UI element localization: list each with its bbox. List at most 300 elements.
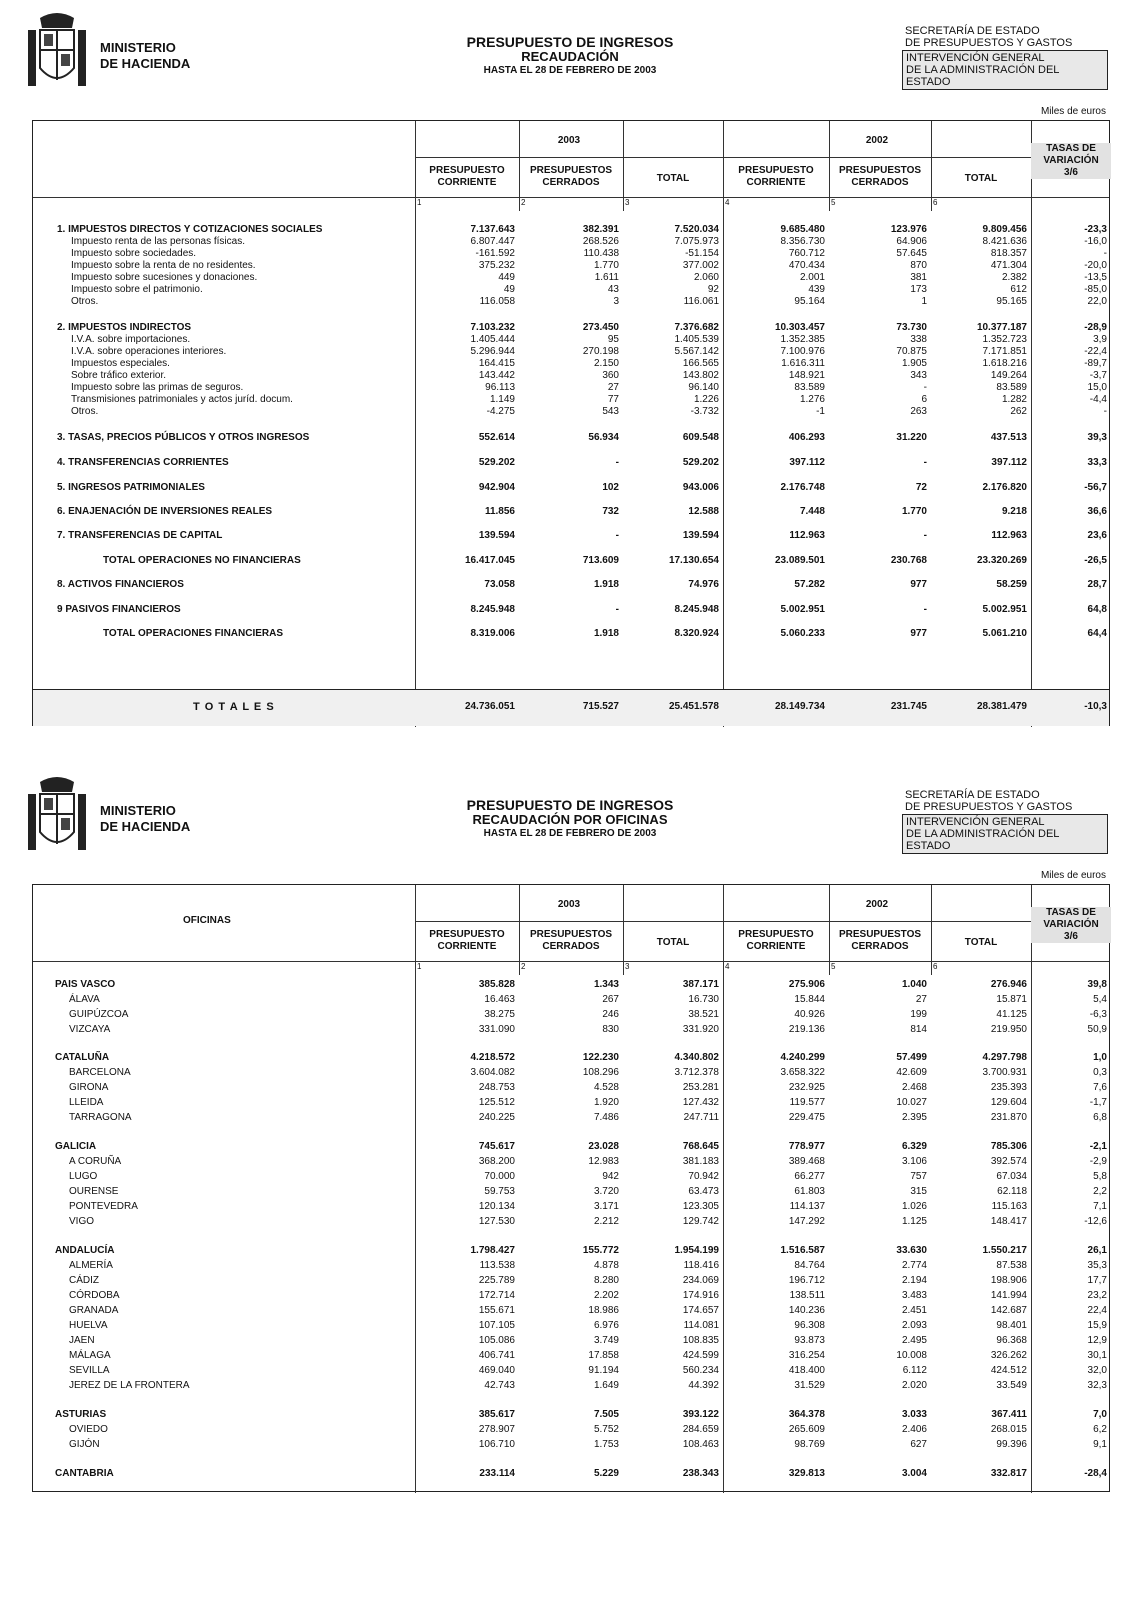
- row-value: 15.844: [794, 994, 825, 1005]
- secretaria: SECRETARÍA DE ESTADO DE PRESUPUESTOS Y GASTOS: [905, 789, 1073, 813]
- row-value: 267: [602, 994, 619, 1005]
- row-value: 7.486: [593, 1112, 619, 1123]
- row-value: 4.218.572: [470, 1052, 515, 1063]
- row-value: 263: [910, 406, 927, 417]
- tasas-header-line: TASAS DE: [1046, 907, 1096, 918]
- row-value: 7.448: [799, 506, 825, 517]
- row-value: 543: [602, 406, 619, 417]
- row-value: 406.293: [788, 432, 825, 443]
- row-value: -: [615, 530, 619, 541]
- row-value: 814: [910, 1024, 927, 1035]
- row-value: 64,8: [1087, 604, 1107, 615]
- row-value: 240.225: [478, 1112, 515, 1123]
- row-value: 12.588: [688, 506, 719, 517]
- row-value: 96.308: [794, 1320, 825, 1331]
- column-header: [931, 937, 1031, 949]
- row-value: 148.417: [990, 1216, 1027, 1227]
- row-value: 469.040: [478, 1365, 515, 1376]
- oficinas-header: OFICINAS: [183, 915, 231, 926]
- row-value: 768.645: [682, 1141, 719, 1152]
- table-row: [33, 1216, 1109, 1228]
- row-value: 4.240.299: [780, 1052, 825, 1063]
- row-value: 1.026: [901, 1201, 927, 1212]
- column-header-line: PRESUPUESTOS: [529, 165, 613, 176]
- row-value: 387.171: [682, 979, 719, 990]
- row-value: 230.768: [890, 555, 927, 566]
- row-label: A CORUÑA: [69, 1156, 122, 1167]
- table-row: [33, 1380, 1109, 1392]
- row-value: -: [923, 604, 927, 615]
- row-value: 9.218: [1001, 506, 1027, 517]
- row-value: -23,3: [1084, 224, 1107, 235]
- row-value: 364.378: [788, 1409, 825, 1420]
- row-value: 64.906: [896, 236, 927, 247]
- row-value: 2.202: [593, 1290, 619, 1301]
- row-value: 1.954.199: [674, 1245, 719, 1256]
- row-label: 4. TRANSFERENCIAS CORRIENTES: [57, 457, 229, 468]
- row-value: 15.871: [996, 994, 1027, 1005]
- row-value: 172.714: [478, 1290, 515, 1301]
- column-header: [519, 165, 623, 189]
- column-header-line: TOTAL: [964, 173, 998, 184]
- table-row: [33, 1067, 1109, 1079]
- column-header: [415, 165, 519, 189]
- row-value: 745.617: [478, 1141, 515, 1152]
- row-value: 99.396: [996, 1439, 1027, 1450]
- row-value: 8.245.948: [470, 604, 515, 615]
- row-value: 1.149: [489, 394, 515, 405]
- row-value: 977: [910, 579, 927, 590]
- table-row: [33, 506, 1109, 518]
- row-value: 6.329: [901, 1141, 927, 1152]
- table-row: [33, 296, 1109, 308]
- row-value: 377.002: [682, 260, 719, 271]
- row-value: 143.442: [478, 370, 515, 381]
- coat-of-arms-icon: [24, 774, 90, 854]
- row-value: 3.483: [901, 1290, 927, 1301]
- row-value: 106.710: [478, 1439, 515, 1450]
- row-value: 140.236: [788, 1305, 825, 1316]
- row-value: -: [923, 530, 927, 541]
- row-value: -: [615, 457, 619, 468]
- row-value: 6,8: [1093, 1112, 1107, 1123]
- row-value: -1,7: [1089, 1097, 1107, 1108]
- row-label: TARRAGONA: [69, 1112, 132, 1123]
- row-value: -1: [816, 406, 825, 417]
- row-value: 95.165: [996, 296, 1027, 307]
- row-value: 149.264: [990, 370, 1027, 381]
- row-label: ÁLAVA: [69, 994, 100, 1005]
- row-value: 2.451: [901, 1305, 927, 1316]
- row-value: 331.920: [682, 1024, 719, 1035]
- row-value: 22,4: [1087, 1305, 1107, 1316]
- row-label: Impuesto sobre las primas de seguros.: [71, 382, 244, 393]
- row-label: ASTURIAS: [55, 1409, 107, 1420]
- row-value: 143.802: [682, 370, 719, 381]
- row-value: 437.513: [990, 432, 1027, 443]
- row-value: 2.406: [901, 1424, 927, 1435]
- table-row: [33, 482, 1109, 494]
- row-value: 2.020: [901, 1380, 927, 1391]
- totals-value: 28.381.479: [976, 701, 1027, 712]
- row-value: 10.303.457: [774, 322, 825, 333]
- row-value: 381.183: [682, 1156, 719, 1167]
- table-row: [33, 284, 1109, 296]
- row-value: 3.720: [593, 1186, 619, 1197]
- row-value: 6,2: [1093, 1424, 1107, 1435]
- table-row: [33, 1305, 1109, 1317]
- row-value: 5,8: [1093, 1171, 1107, 1182]
- totals-value: 25.451.578: [668, 701, 719, 712]
- row-value: 98.769: [794, 1439, 825, 1450]
- row-value: 5.752: [593, 1424, 619, 1435]
- row-value: 552.614: [478, 432, 515, 443]
- row-value: 977: [910, 628, 927, 639]
- row-value: 108.835: [682, 1335, 719, 1346]
- row-label: CÁDIZ: [69, 1275, 99, 1286]
- row-value: 5,4: [1093, 994, 1107, 1005]
- row-value: 2.212: [593, 1216, 619, 1227]
- row-value: 72: [915, 482, 927, 493]
- row-value: 3.749: [593, 1335, 619, 1346]
- row-value: 6.807.447: [470, 236, 515, 247]
- row-label: Transmisiones patrimoniales y actos juríd. docum.: [71, 394, 293, 405]
- column-number: 5: [831, 962, 836, 971]
- table-row: [33, 1350, 1109, 1362]
- row-value: 7.137.643: [470, 224, 515, 235]
- row-label: MÁLAGA: [69, 1350, 111, 1361]
- row-value: 262: [1010, 406, 1027, 417]
- row-value: 6.976: [593, 1320, 619, 1331]
- row-value: 40.926: [794, 1009, 825, 1020]
- row-value: 830: [602, 1024, 619, 1035]
- row-value: 5.060.233: [780, 628, 825, 639]
- row-value: 2.395: [901, 1112, 927, 1123]
- row-value: -12,6: [1084, 1216, 1107, 1227]
- table-row: [33, 406, 1109, 418]
- totals-value: 24.736.051: [464, 701, 515, 712]
- row-value: 225.789: [478, 1275, 515, 1286]
- row-value: -3,7: [1089, 370, 1107, 381]
- column-header-line: PRESUPUESTO: [429, 929, 505, 940]
- row-value: 1.226: [693, 394, 719, 405]
- row-value: 139.594: [478, 530, 515, 541]
- row-value: 62.118: [997, 1186, 1027, 1197]
- row-value: 943.006: [682, 482, 719, 493]
- column-number: 3: [625, 198, 630, 207]
- table-row: [33, 1097, 1109, 1109]
- row-value: 58.259: [996, 579, 1027, 590]
- row-value: 198.906: [990, 1275, 1027, 1286]
- row-value: 424.512: [990, 1365, 1027, 1376]
- row-value: 16.417.045: [464, 555, 515, 566]
- column-header-line: TOTAL: [964, 937, 998, 948]
- row-value: 39,3: [1087, 432, 1107, 443]
- row-value: -: [923, 457, 927, 468]
- table-row: [33, 1201, 1109, 1213]
- row-value: 12.983: [588, 1156, 619, 1167]
- row-label: VIZCAYA: [69, 1024, 111, 1035]
- row-value: 1.282: [1001, 394, 1027, 405]
- row-label: Impuesto renta de las personas físicas.: [71, 236, 245, 247]
- header-bottom: [33, 197, 1109, 198]
- table-row: [33, 1052, 1109, 1064]
- row-value: 33.549: [996, 1380, 1027, 1391]
- row-value: 123.305: [682, 1201, 719, 1212]
- column-number: 4: [725, 962, 730, 971]
- table-row: [33, 224, 1109, 236]
- row-label: 7. TRANSFERENCIAS DE CAPITAL: [57, 530, 223, 541]
- row-value: 38.521: [688, 1009, 719, 1020]
- row-value: 15,0: [1087, 382, 1107, 393]
- row-value: 32,0: [1087, 1365, 1107, 1376]
- row-value: 273.450: [582, 322, 619, 333]
- row-value: 248.753: [478, 1082, 515, 1093]
- row-value: 381: [910, 272, 927, 283]
- row-label: I.V.A. sobre operaciones interiores.: [71, 346, 227, 357]
- row-value: 375.232: [478, 260, 515, 271]
- row-value: 3.700.931: [982, 1067, 1027, 1078]
- column-header: [623, 173, 723, 185]
- row-value: 12,9: [1087, 1335, 1107, 1346]
- row-value: 6.112: [902, 1365, 927, 1376]
- row-value: 3.658.322: [780, 1067, 825, 1078]
- row-value: 16.730: [688, 994, 719, 1005]
- row-value: 196.712: [788, 1275, 825, 1286]
- row-value: 84.764: [794, 1260, 825, 1271]
- row-value: 73.058: [484, 579, 515, 590]
- row-value: 275.906: [788, 979, 825, 990]
- row-value: 6: [921, 394, 927, 405]
- totals-value: 231.745: [890, 701, 927, 712]
- row-value: 23.028: [588, 1141, 619, 1152]
- row-value: 1.516.587: [780, 1245, 825, 1256]
- row-value: 627: [910, 1439, 927, 1450]
- row-value: 449: [498, 272, 515, 283]
- column-header: [519, 929, 623, 953]
- row-value: 174.916: [682, 1290, 719, 1301]
- row-value: 119.577: [789, 1097, 825, 1108]
- row-value: 331.090: [478, 1024, 515, 1035]
- row-value: 63.473: [688, 1186, 719, 1197]
- row-value: 174.657: [682, 1305, 719, 1316]
- row-value: 32,3: [1087, 1380, 1107, 1391]
- row-value: 529.202: [682, 457, 719, 468]
- row-value: 316.254: [788, 1350, 825, 1361]
- row-value: -2,9: [1089, 1156, 1107, 1167]
- row-value: 1.405.539: [674, 334, 719, 345]
- coat-of-arms-icon: [24, 10, 90, 90]
- row-value: 276.946: [990, 979, 1027, 990]
- column-header-line: PRESUPUESTOS: [838, 165, 922, 176]
- row-value: -2,1: [1089, 1141, 1107, 1152]
- table-row: [33, 979, 1109, 991]
- row-value: 1.550.217: [982, 1245, 1027, 1256]
- row-label: JEREZ DE LA FRONTERA: [69, 1380, 190, 1391]
- row-value: 234.069: [682, 1275, 719, 1286]
- units-label: Miles de euros: [1040, 870, 1106, 881]
- row-value: 155.671: [478, 1305, 515, 1316]
- row-value: 1.405.444: [470, 334, 515, 345]
- row-value: 368.200: [478, 1156, 515, 1167]
- row-value: -20,0: [1084, 260, 1107, 271]
- row-value: 471.304: [990, 260, 1027, 271]
- column-header-line: CERRADOS: [851, 941, 909, 952]
- row-value: 2.194: [901, 1275, 927, 1286]
- row-value: 4.340.802: [674, 1052, 719, 1063]
- row-value: 360: [602, 370, 619, 381]
- row-value: 115.163: [991, 1201, 1027, 1212]
- tasas-header: [1031, 143, 1111, 179]
- row-value: 3.106: [901, 1156, 927, 1167]
- row-label: 1. IMPUESTOS DIRECTOS Y COTIZACIONES SOCIALES: [57, 224, 323, 235]
- row-value: -22,4: [1084, 346, 1107, 357]
- row-value: 284.659: [682, 1424, 719, 1435]
- row-value: 1.649: [593, 1380, 619, 1391]
- row-label: LLEIDA: [69, 1097, 104, 1108]
- row-value: 61.803: [794, 1186, 825, 1197]
- row-value: -16,0: [1084, 236, 1107, 247]
- row-value: 127.432: [682, 1097, 719, 1108]
- row-label: 2. IMPUESTOS INDIRECTOS: [57, 322, 192, 333]
- tasas-header-line: VARIACIÓN: [1043, 155, 1099, 166]
- row-value: 424.599: [682, 1350, 719, 1361]
- row-value: -56,7: [1084, 482, 1107, 493]
- row-label: GRANADA: [69, 1305, 119, 1316]
- row-value: 732: [602, 506, 619, 517]
- row-value: 118.416: [683, 1260, 719, 1271]
- row-value: 8.280: [593, 1275, 619, 1286]
- row-value: 4.878: [593, 1260, 619, 1271]
- row-value: 393.122: [682, 1409, 719, 1420]
- row-label: Otros.: [71, 296, 99, 307]
- row-value: 9.809.456: [982, 224, 1027, 235]
- row-value: 139.594: [682, 530, 719, 541]
- table-row: [33, 394, 1109, 406]
- row-value: 7,1: [1093, 1201, 1107, 1212]
- row-value: 23,6: [1087, 530, 1107, 541]
- row-value: 33.630: [896, 1245, 927, 1256]
- row-value: 8.421.636: [982, 236, 1027, 247]
- row-value: 397.112: [991, 457, 1027, 468]
- row-value: 96.140: [688, 382, 719, 393]
- column-header-line: CORRIENTE: [437, 941, 497, 952]
- row-label: GALICIA: [55, 1141, 97, 1152]
- row-value: 116.058: [479, 296, 515, 307]
- row-value: 1.352.385: [780, 334, 825, 345]
- row-value: -4,4: [1089, 394, 1107, 405]
- row-value: 8.356.730: [780, 236, 825, 247]
- row-value: 42.743: [484, 1380, 515, 1391]
- column-header: [931, 173, 1031, 185]
- row-value: 247.711: [683, 1112, 719, 1123]
- row-label: OVIEDO: [69, 1424, 108, 1435]
- row-value: 1.276: [799, 394, 825, 405]
- row-value: 268.526: [582, 236, 619, 247]
- row-value: 59.753: [484, 1186, 515, 1197]
- row-value: 7,6: [1093, 1082, 1107, 1093]
- column-header: [723, 165, 829, 189]
- row-value: 8.245.948: [674, 604, 719, 615]
- row-value: 785.306: [990, 1141, 1027, 1152]
- row-value: 385.617: [478, 1409, 515, 1420]
- row-value: 1.618.216: [982, 358, 1027, 369]
- row-value: -28,9: [1084, 322, 1107, 333]
- column-number: 4: [725, 198, 730, 207]
- row-value: -161.592: [475, 248, 515, 259]
- row-value: 7.520.034: [674, 224, 719, 235]
- row-value: 1.920: [593, 1097, 619, 1108]
- row-value: 27: [607, 382, 619, 393]
- row-value: 44.392: [688, 1380, 719, 1391]
- row-value: 23.089.501: [774, 555, 825, 566]
- row-value: 138.511: [789, 1290, 825, 1301]
- column-number: 5: [831, 198, 836, 207]
- column-header-line: PRESUPUESTO: [738, 929, 814, 940]
- column-header-line: CORRIENTE: [746, 941, 806, 952]
- row-label: CÓRDOBA: [69, 1290, 120, 1301]
- row-value: 114.137: [789, 1201, 825, 1212]
- row-value: 9,1: [1093, 1439, 1107, 1450]
- table-row: [33, 628, 1109, 640]
- row-value: -: [1103, 406, 1107, 417]
- row-label: TOTAL OPERACIONES NO FINANCIERAS: [103, 555, 301, 566]
- row-value: 1.798.427: [470, 1245, 515, 1256]
- row-value: -28,4: [1084, 1468, 1107, 1479]
- column-number: 1: [417, 198, 422, 207]
- row-value: 315: [910, 1186, 927, 1197]
- row-value: 7,0: [1093, 1409, 1107, 1420]
- row-label: Impuesto sobre sucesiones y donaciones.: [71, 272, 258, 283]
- row-value: 74.976: [688, 579, 719, 590]
- row-value: 56.934: [588, 432, 619, 443]
- row-value: 129.604: [990, 1097, 1027, 1108]
- table-row: [33, 322, 1109, 334]
- row-value: 1.770: [901, 506, 927, 517]
- row-value: 91.194: [588, 1365, 619, 1376]
- row-value: 818.357: [990, 248, 1027, 259]
- row-label: Sobre tráfico exterior.: [71, 370, 167, 381]
- row-value: 23.320.269: [976, 555, 1027, 566]
- column-header-line: CERRADOS: [851, 177, 909, 188]
- row-value: 338: [910, 334, 927, 345]
- table-row: [33, 1365, 1109, 1377]
- row-value: 93.873: [794, 1335, 825, 1346]
- row-label: HUELVA: [69, 1320, 108, 1331]
- table-row: [33, 1424, 1109, 1436]
- row-label: GIRONA: [69, 1082, 109, 1093]
- totals-value: 28.149.734: [774, 701, 825, 712]
- row-value: 173: [910, 284, 927, 295]
- row-value: 7.505: [593, 1409, 619, 1420]
- row-value: 5.002.951: [982, 604, 1027, 615]
- units-label: Miles de euros: [1040, 106, 1106, 117]
- page-title: PRESUPUESTO DE INGRESOS RECAUDACIÓN POR OFICINAS HASTA EL 28 DE FEBRERO DE 2003: [466, 797, 674, 839]
- column-number: 2: [521, 962, 526, 971]
- row-value: 4.297.798: [982, 1052, 1027, 1063]
- row-value: 5.061.210: [982, 628, 1027, 639]
- row-value: 147.292: [788, 1216, 825, 1227]
- row-value: 253.281: [682, 1082, 719, 1093]
- row-value: 164.415: [478, 358, 515, 369]
- row-value: 87.538: [996, 1260, 1027, 1271]
- table-row: [33, 272, 1109, 284]
- tasas-header-line: 3/6: [1064, 931, 1078, 942]
- ministry-name: MINISTERIO DE HACIENDA: [100, 803, 191, 834]
- year-2003: 2003: [557, 899, 581, 910]
- row-value: 5.229: [593, 1468, 619, 1479]
- row-value: -: [923, 382, 927, 393]
